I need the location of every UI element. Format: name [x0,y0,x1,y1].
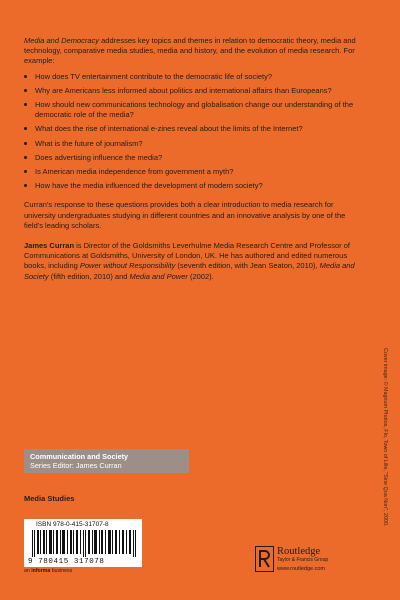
bullet-icon [24,89,27,92]
subject-category: Media Studies [24,494,75,503]
barcode-icon [32,530,136,557]
isbn: ISBN 978-0-415-31707-8 [36,521,109,528]
bullet-icon [24,170,27,173]
bio-book: Media and Society [24,261,355,281]
list-item [24,167,366,177]
response-paragraph: Curran's response to these questions provides both a clear introduction to media research for university undergraduates studying in different countries and an innovative analysis by one of the field's leading scholars. [24,200,346,230]
bullet-icon [24,103,27,106]
author-bio [24,241,366,282]
publisher-name: Routledge [277,546,321,557]
question-text: Is American media independence from government a myth? [35,167,234,177]
publisher-logo [277,546,328,572]
informa-tagline [24,568,72,574]
bio-text: (seventh edition, with Jean Seaton, 2010), [175,261,320,271]
book-title: Media and Democracy [24,36,100,45]
list-item [24,124,366,134]
intro-text: addresses key topics and themes in relation to democratic theory, media and technology, comparative media studies, media and history, and the evolution of media research. For example: [24,36,356,66]
routledge-r-icon [255,546,274,572]
question-text: Why are Americans less informed about politics and international affairs than Europeans? [35,85,332,95]
list-item [24,139,366,149]
barcode-box [24,519,142,567]
list-item [24,72,366,82]
question-text: What is the future of journalism? [35,138,143,148]
author-name: James Curran [24,241,75,251]
bullet-icon [24,142,27,145]
bullet-icon [24,156,27,159]
publisher-url: www.routledge.com [277,566,325,572]
barcode-number: 9 780415 317078 [28,558,105,566]
question-text: How does TV entertainment contribute to the democratic life of society? [35,71,273,81]
question-text: What does the rise of international e-zines reveal about the limits of the Internet? [35,124,303,134]
bullet-icon [24,184,27,187]
question-text: How have the media influenced the development of modern society? [35,181,263,191]
question-list [24,72,366,192]
list-item [24,181,366,191]
informa-suffix: business [50,568,73,574]
bio-book: Power without Responsibility [79,261,176,271]
cover-image-credit: Cover image: © Magnum Photos, Flo, Town of Lille, "Sine Qua Non", 2000. [382,348,388,527]
series-title: Communication and Society [30,452,129,461]
informa-brand: informa [31,568,51,574]
intro-paragraph [24,36,366,67]
bio-text: is Director of the Goldsmiths Leverhulme Media Research Centre and Professor of Communications at Goldsmiths, University of London, UK. He has authored and edited numerous books, including [24,241,350,271]
list-item [24,100,366,120]
bio-text: (fifth edition, 2010) and [48,271,130,281]
series-band [24,449,189,473]
informa-prefix: an [24,568,32,574]
question-text: How should new communications technology and globalisation change our understanding of the democratic role of the media? [35,100,354,120]
bio-text: (2002). [187,271,214,281]
bullet-icon [24,127,27,130]
series-editor: Series Editor: James Curran [30,461,122,470]
list-item [24,86,366,96]
bio-book: Media and Power [129,271,188,281]
publisher-group: Taylor & Francis Group [277,557,329,563]
blurb [24,36,366,282]
question-text: Does advertising influence the media? [35,152,163,162]
bullet-icon [24,75,27,78]
list-item [24,153,366,163]
